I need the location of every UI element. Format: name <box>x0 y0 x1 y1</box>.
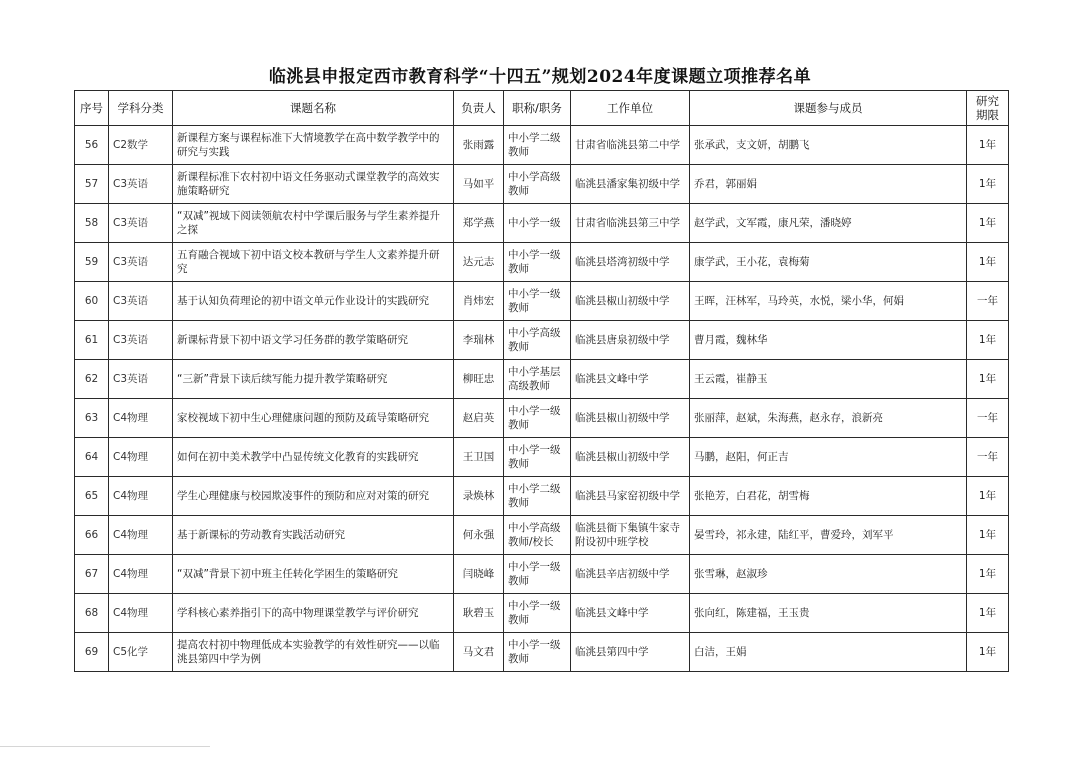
project-leader: 肖炜宏 <box>454 282 504 321</box>
project-members: 张承武，支文妍，胡鹏飞 <box>690 126 967 165</box>
subject-category: C3英语 <box>109 360 173 399</box>
row-number: 68 <box>75 594 109 633</box>
work-unit: 甘肃省临洮县第三中学 <box>571 204 690 243</box>
project-leader: 马如平 <box>454 165 504 204</box>
table-row <box>75 204 1009 243</box>
project-title: 基于认知负荷理论的初中语文单元作业设计的实践研究 <box>173 282 454 321</box>
project-title: 学科核心素养指引下的高中物理课堂教学与评价研究 <box>173 594 454 633</box>
table-row <box>75 321 1009 360</box>
row-number: 63 <box>75 399 109 438</box>
project-leader: 达元志 <box>454 243 504 282</box>
subject-category: C4物理 <box>109 555 173 594</box>
research-period: 1年 <box>967 633 1009 672</box>
project-members: 乔君，郭丽娟 <box>690 165 967 204</box>
project-title: “双减”视域下阅读领航农村中学课后服务与学生素养提升之探 <box>173 204 454 243</box>
table-row <box>75 282 1009 321</box>
row-number: 64 <box>75 438 109 477</box>
work-unit: 甘肃省临洮县第二中学 <box>571 126 690 165</box>
table-row <box>75 438 1009 477</box>
project-title: “双减”背景下初中班主任转化学困生的策略研究 <box>173 555 454 594</box>
project-leader: 录焕林 <box>454 477 504 516</box>
row-number: 59 <box>75 243 109 282</box>
research-period: 1年 <box>967 204 1009 243</box>
row-number: 62 <box>75 360 109 399</box>
row-number: 60 <box>75 282 109 321</box>
research-period: 1年 <box>967 126 1009 165</box>
project-leader: 王卫国 <box>454 438 504 477</box>
leader-rank: 中小学一级 <box>504 204 571 243</box>
subject-category: C4物理 <box>109 516 173 555</box>
research-period: 1年 <box>967 477 1009 516</box>
header-period: 研究期限 <box>967 91 1009 126</box>
row-number: 61 <box>75 321 109 360</box>
header-category: 学科分类 <box>109 91 173 126</box>
research-period: 1年 <box>967 594 1009 633</box>
header-members: 课题参与成员 <box>690 91 967 126</box>
table-header-row <box>75 91 1009 126</box>
work-unit: 临洮县椒山初级中学 <box>571 282 690 321</box>
table-row <box>75 555 1009 594</box>
project-title: 新课标背景下初中语文学习任务群的教学策略研究 <box>173 321 454 360</box>
work-unit: 临洮县椒山初级中学 <box>571 438 690 477</box>
subject-category: C3英语 <box>109 165 173 204</box>
work-unit: 临洮县文峰中学 <box>571 360 690 399</box>
research-period: 1年 <box>967 516 1009 555</box>
project-title: 家校视域下初中生心理健康问题的预防及疏导策略研究 <box>173 399 454 438</box>
row-number: 58 <box>75 204 109 243</box>
leader-rank: 中小学一级教师 <box>504 633 571 672</box>
subject-category: C4物理 <box>109 477 173 516</box>
project-title: 如何在初中美术教学中凸显传统文化教育的实践研究 <box>173 438 454 477</box>
leader-rank: 中小学一级教师 <box>504 243 571 282</box>
leader-rank: 中小学高级教师/校长 <box>504 516 571 555</box>
project-members: 曹月霞，魏林华 <box>690 321 967 360</box>
project-members: 赵学武，文军霞，康凡荣，潘晓婷 <box>690 204 967 243</box>
row-number: 69 <box>75 633 109 672</box>
research-period: 1年 <box>967 555 1009 594</box>
row-number: 67 <box>75 555 109 594</box>
header-unit: 工作单位 <box>571 91 690 126</box>
research-period: 1年 <box>967 243 1009 282</box>
project-title: 基于新课标的劳动教育实践活动研究 <box>173 516 454 555</box>
project-leader: 李瑞林 <box>454 321 504 360</box>
subject-category: C3英语 <box>109 204 173 243</box>
project-members: 白洁，王娟 <box>690 633 967 672</box>
project-members: 王云霞，崔静玉 <box>690 360 967 399</box>
subject-category: C4物理 <box>109 399 173 438</box>
work-unit: 临洮县衙下集镇牛家寺附设初中班学校 <box>571 516 690 555</box>
leader-rank: 中小学高级教师 <box>504 165 571 204</box>
document-title: 临洮县申报定西市教育科学“十四五”规划2024年度课题立项推荐名单 <box>268 67 812 87</box>
project-leader: 郑学燕 <box>454 204 504 243</box>
scan-edge-line <box>0 746 210 747</box>
project-leader: 马文君 <box>454 633 504 672</box>
project-members: 张雪琳，赵淑珍 <box>690 555 967 594</box>
work-unit: 临洮县文峰中学 <box>571 594 690 633</box>
row-number: 66 <box>75 516 109 555</box>
project-leader: 张雨露 <box>454 126 504 165</box>
research-period: 一年 <box>967 282 1009 321</box>
research-period: 1年 <box>967 321 1009 360</box>
table-row <box>75 477 1009 516</box>
subject-category: C3英语 <box>109 282 173 321</box>
project-title: 提高农村初中物理低成本实验教学的有效性研究——以临洮县第四中学为例 <box>173 633 454 672</box>
subject-category: C3英语 <box>109 243 173 282</box>
project-title: 五育融合视域下初中语文校本教研与学生人文素养提升研究 <box>173 243 454 282</box>
work-unit: 临洮县塔湾初级中学 <box>571 243 690 282</box>
work-unit: 临洮县马家窑初级中学 <box>571 477 690 516</box>
project-title: 新课程方案与课程标准下大情境教学在高中数学教学中的研究与实践 <box>173 126 454 165</box>
project-leader: 柳旺忠 <box>454 360 504 399</box>
table-body <box>75 126 1009 672</box>
leader-rank: 中小学高级教师 <box>504 321 571 360</box>
project-members: 马鹏，赵阳，何正吉 <box>690 438 967 477</box>
row-number: 57 <box>75 165 109 204</box>
table-row <box>75 165 1009 204</box>
work-unit: 临洮县辛店初级中学 <box>571 555 690 594</box>
subject-category: C4物理 <box>109 594 173 633</box>
project-leader: 耿碧玉 <box>454 594 504 633</box>
table-row <box>75 633 1009 672</box>
row-number: 56 <box>75 126 109 165</box>
project-members: 王晖，汪林军，马玲英，水悦，梁小华，何娟 <box>690 282 967 321</box>
leader-rank: 中小学基层高级教师 <box>504 360 571 399</box>
table-row <box>75 594 1009 633</box>
subject-category: C4物理 <box>109 438 173 477</box>
project-title: 学生心理健康与校园欺凌事件的预防和应对对策的研究 <box>173 477 454 516</box>
table-row <box>75 360 1009 399</box>
project-leader: 赵启英 <box>454 399 504 438</box>
recommendation-table <box>74 90 1009 672</box>
project-members: 康学武，王小花，袁梅菊 <box>690 243 967 282</box>
research-period: 一年 <box>967 399 1009 438</box>
header-no: 序号 <box>75 91 109 126</box>
table-row <box>75 516 1009 555</box>
leader-rank: 中小学一级教师 <box>504 438 571 477</box>
header-rank: 职称/职务 <box>504 91 571 126</box>
work-unit: 临洮县潘家集初级中学 <box>571 165 690 204</box>
leader-rank: 中小学一级教师 <box>504 282 571 321</box>
research-period: 1年 <box>967 165 1009 204</box>
table-row <box>75 126 1009 165</box>
table-row <box>75 399 1009 438</box>
work-unit: 临洮县唐泉初级中学 <box>571 321 690 360</box>
leader-rank: 中小学一级教师 <box>504 555 571 594</box>
work-unit: 临洮县椒山初级中学 <box>571 399 690 438</box>
project-members: 张向红，陈建福，王玉贵 <box>690 594 967 633</box>
project-leader: 何永强 <box>454 516 504 555</box>
work-unit: 临洮县第四中学 <box>571 633 690 672</box>
row-number: 65 <box>75 477 109 516</box>
project-members: 张艳芳，白君花，胡雪梅 <box>690 477 967 516</box>
project-title: 新课程标准下农村初中语文任务驱动式课堂教学的高效实施策略研究 <box>173 165 454 204</box>
project-title: “三新”背景下读后续写能力提升教学策略研究 <box>173 360 454 399</box>
header-leader: 负责人 <box>454 91 504 126</box>
project-members: 晏雪玲，祁永建，陆红平，曹爱玲，刘军平 <box>690 516 967 555</box>
project-leader: 闫晓峰 <box>454 555 504 594</box>
leader-rank: 中小学二级教师 <box>504 126 571 165</box>
subject-category: C2数学 <box>109 126 173 165</box>
research-period: 1年 <box>967 360 1009 399</box>
subject-category: C3英语 <box>109 321 173 360</box>
header-title: 课题名称 <box>173 91 454 126</box>
research-period: 一年 <box>967 438 1009 477</box>
leader-rank: 中小学二级教师 <box>504 477 571 516</box>
table-row <box>75 243 1009 282</box>
leader-rank: 中小学一级教师 <box>504 399 571 438</box>
leader-rank: 中小学一级教师 <box>504 594 571 633</box>
subject-category: C5化学 <box>109 633 173 672</box>
project-members: 张丽萍，赵斌，朱海燕，赵永存，浪新亮 <box>690 399 967 438</box>
